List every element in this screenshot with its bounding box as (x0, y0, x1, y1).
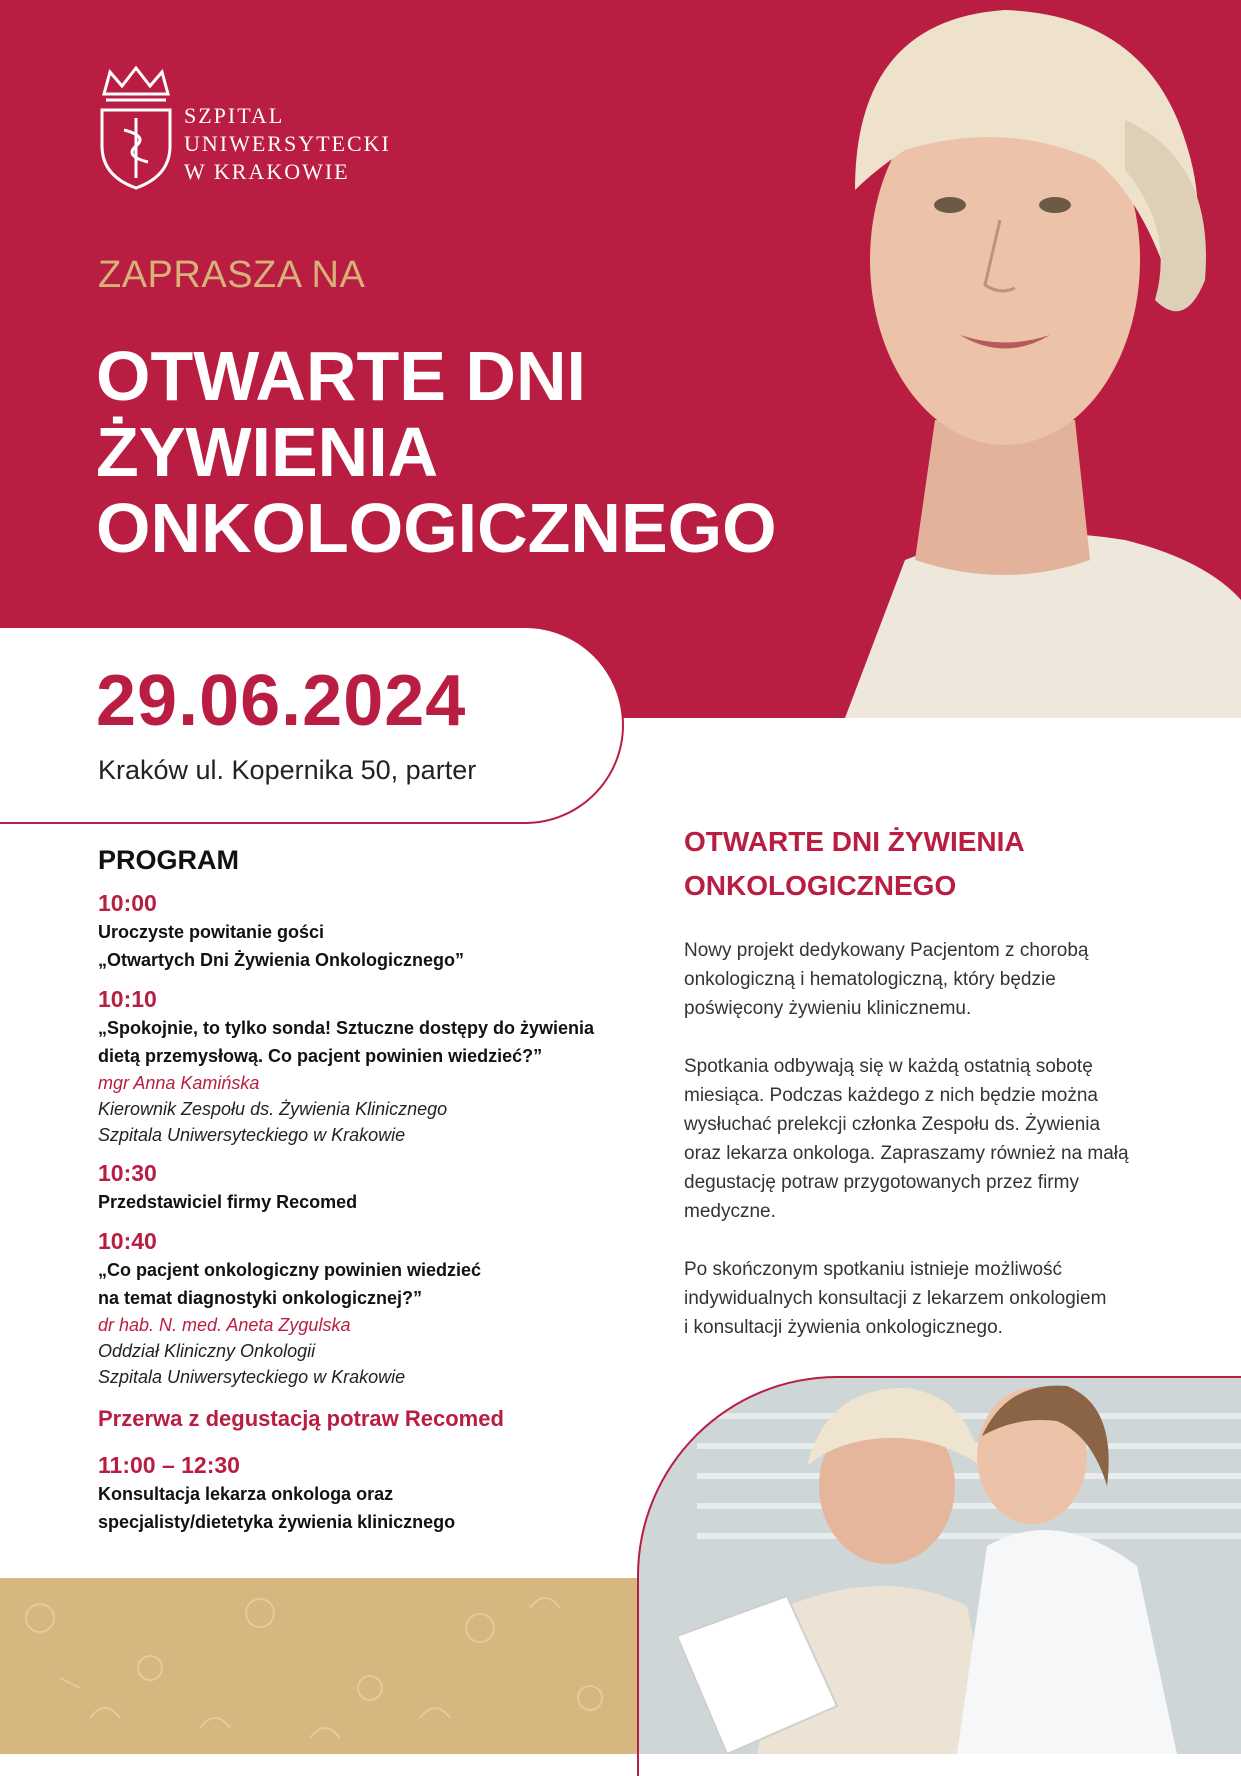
program-time: 10:40 (98, 1228, 157, 1254)
program-line: na temat diagnostyki onkologicznej?” (98, 1288, 423, 1308)
paragraph-line: medyczne. (684, 1201, 776, 1222)
program-line: dietą przemysłową. Co pacjent powinien wiedzieć?” (98, 1046, 543, 1066)
program-item (98, 1226, 658, 1390)
paragraph-line: onkologiczną i hematologiczną, który będzie (684, 969, 1056, 990)
program-speaker: mgr Anna Kamińska (98, 1073, 260, 1093)
about-section (684, 820, 1184, 1342)
program-affiliation: Szpitala Uniwersyteckiego w Krakowie (98, 1367, 406, 1387)
crown-shield-icon (96, 66, 176, 191)
main-title-line-3: ONKOLOGICZNEGO (96, 489, 777, 567)
paragraph-line: wysłuchać prelekcji członka Zespołu ds. Żywienia (684, 1114, 1101, 1135)
about-title-line-2: ONKOLOGICZNEGO (684, 870, 957, 901)
program-item (98, 1450, 658, 1536)
logo-line-3: W KRAKOWIE (184, 159, 350, 184)
program-line: Przedstawiciel firmy Recomed (98, 1192, 358, 1212)
main-title-line-1: OTWARTE DNI (96, 337, 586, 415)
program-heading: PROGRAM (98, 845, 239, 875)
program-item (98, 888, 658, 974)
patient-portrait-image (745, 0, 1241, 718)
program-item (98, 984, 658, 1148)
paragraph-line: Nowy projekt dedykowany Pacjentom z chorobą (684, 940, 1089, 961)
program-affiliation: Kierownik Zespołu ds. Żywienia Klinicznego (98, 1099, 448, 1119)
program-line: Konsultacja lekarza onkologa oraz (98, 1484, 394, 1504)
about-paragraph-2 (684, 1052, 1184, 1226)
event-date: 29.06.2024 (96, 661, 467, 741)
paragraph-line: degustację potraw przygotowanych przez firmy (684, 1172, 1079, 1193)
paragraph-line: miesiąca. Podczas każdego z nich będzie można (684, 1085, 1099, 1106)
paragraph-line: indywidualnych konsultacji z lekarzem onkologiem (684, 1288, 1107, 1309)
program-speaker: dr hab. N. med. Aneta Zygulska (98, 1315, 351, 1335)
program-line: Uroczyste powitanie gości (98, 922, 325, 942)
program-line: „Otwartych Dni Żywienia Onkologicznego” (98, 950, 465, 970)
about-title-line-1: OTWARTE DNI ŻYWIENIA (684, 826, 1025, 857)
program-line: specjalisty/dietetyka żywienia klinicznego (98, 1512, 456, 1532)
about-title (684, 820, 1184, 908)
logo-line-2: UNIWERSYTECKI (184, 131, 391, 156)
program-time: 10:00 (98, 890, 157, 916)
program-time: 10:30 (98, 1160, 157, 1186)
event-place: Kraków ul. Kopernika 50, parter (98, 755, 477, 785)
invite-text: ZAPRASZA NA (98, 254, 366, 296)
paragraph-line: Po skończonym spotkaniu istnieje możliwość (684, 1259, 1063, 1280)
main-title (96, 338, 777, 566)
program-break: Przerwa z degustacją potraw Recomed (98, 1406, 504, 1431)
program-time: 11:00 – 12:30 (98, 1452, 240, 1478)
consultation-photo (637, 1376, 1241, 1754)
paragraph-line: Spotkania odbywają się w każdą ostatnią sobotę (684, 1056, 1093, 1077)
about-paragraph-1 (684, 936, 1184, 1023)
paragraph-line: poświęcony żywieniu klinicznemu. (684, 998, 972, 1019)
paragraph-line: oraz lekarza onkologa. Zapraszamy również na małą (684, 1143, 1129, 1164)
program-line: „Co pacjent onkologiczny powinien wiedzieć (98, 1260, 482, 1280)
logo-line-1: SZPITAL (184, 103, 285, 128)
program-line: „Spokojnie, to tylko sonda! Sztuczne dostępy do żywienia (98, 1018, 595, 1038)
main-title-line-2: ŻYWIENIA (96, 413, 439, 491)
program-section (98, 845, 658, 1546)
paragraph-line: i konsultacji żywienia onkologicznego. (684, 1317, 1003, 1338)
hospital-logo (96, 66, 416, 191)
program-item (98, 1158, 658, 1216)
about-paragraph-3 (684, 1255, 1184, 1342)
program-affiliation: Oddział Kliniczny Onkologii (98, 1341, 316, 1361)
program-time: 10:10 (98, 986, 157, 1012)
program-affiliation: Szpitala Uniwersyteckiego w Krakowie (98, 1125, 406, 1145)
